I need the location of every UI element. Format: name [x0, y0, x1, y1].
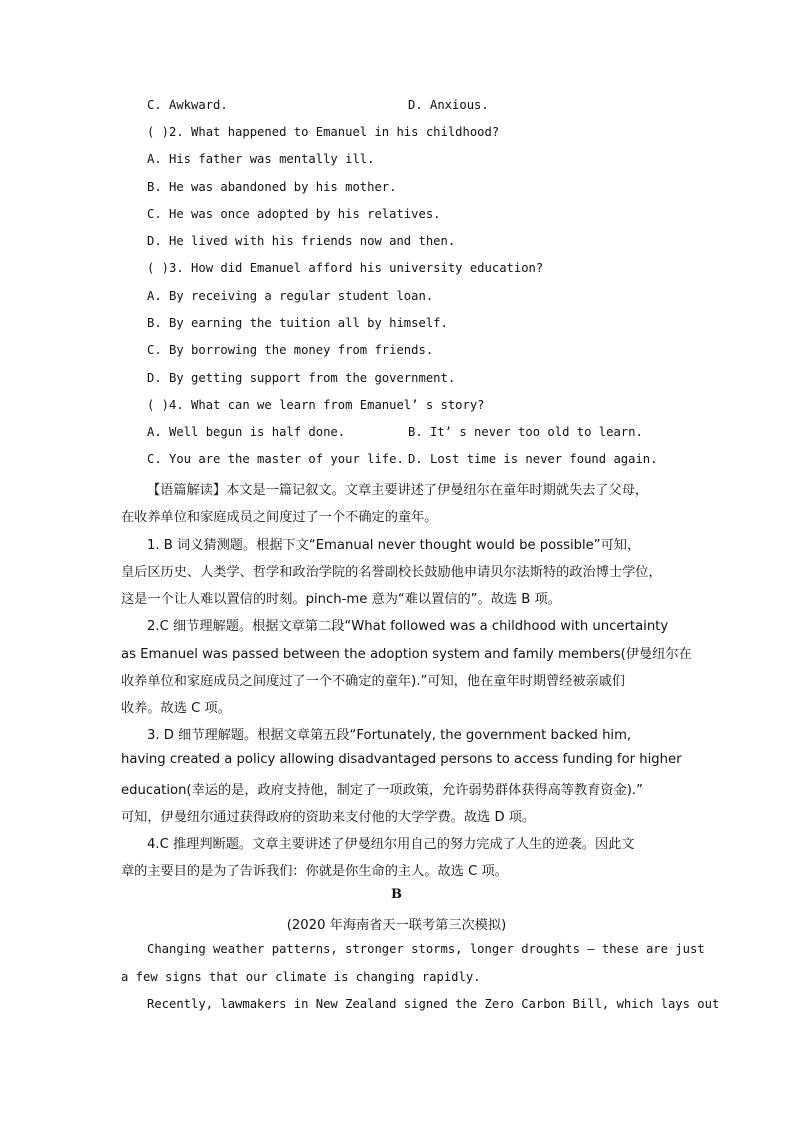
- text-line: ( )4. What can we learn from Emanuel’ s story?: [147, 398, 485, 412]
- text-line: C. You are the master of your life.: [147, 452, 404, 466]
- text-line: having created a policy allowing disadvantaged persons to access funding for higher: [121, 752, 682, 767]
- text-line: A. His father was mentally ill.: [147, 152, 375, 166]
- text-line: as Emanuel was passed between the adoption system and family members(伊曼纽尔在: [121, 647, 692, 662]
- text-line: B. By earning the tuition all by himself.: [147, 316, 448, 330]
- text-line: D. Anxious.: [408, 98, 489, 112]
- text-line: C. He was once adopted by his relatives.: [147, 207, 441, 221]
- text-line: 4.C 推理判断题。文章主要讲述了伊曼纽尔用自己的努力完成了人生的逆袭。因此文: [147, 837, 635, 852]
- text-line: 章的主要目的是为了告诉我们：你就是你生命的主人。故选 C 项。: [121, 864, 508, 879]
- text-line: (2020 年海南省天一联考第三次模拟): [286, 918, 507, 933]
- text-line: D. By getting support from the government.: [147, 371, 456, 385]
- text-line: a few signs that our climate is changing rapidly.: [121, 970, 481, 984]
- text-line: 2.C 细节理解题。根据文章第二段“What followed was a childhood with uncertainty: [147, 619, 669, 634]
- text-line: ( )2. What happened to Emanuel in his childhood?: [147, 125, 500, 139]
- text-line: 收养。故选 C 项。: [121, 701, 231, 716]
- text-line: B. He was abandoned by his mother.: [147, 180, 397, 194]
- text-line: 这是一个让人难以置信的时刻。pinch-me 意为“难以置信的”。故选 B 项。: [121, 592, 561, 607]
- text-line: Changing weather patterns, stronger storms, longer droughts — these are just: [147, 942, 705, 956]
- text-line: 【语篇解读】本文是一篇记叙文。文章主要讲述了伊曼纽尔在童年时期就失去了父母，: [147, 483, 649, 498]
- section-heading: B: [391, 887, 402, 902]
- text-line: Recently, lawmakers in New Zealand signed the Zero Carbon Bill, which lays out: [147, 997, 720, 1011]
- text-line: D. Lost time is never found again.: [408, 452, 658, 466]
- text-line: B. It’ s never too old to learn.: [408, 425, 643, 439]
- text-line: C. By borrowing the money from friends.: [147, 343, 434, 357]
- text-line: D. He lived with his friends now and then.: [147, 234, 456, 248]
- text-line: A. By receiving a regular student loan.: [147, 289, 434, 303]
- text-line: 1. B 词义猜测题。根据下文“Emanual never thought would be possible”可知，: [147, 538, 641, 553]
- text-line: education(幸运的是，政府支持他，制定了一项政策，允许弱势群体获得高等教育资金).”: [121, 783, 643, 798]
- text-line: 收养单位和家庭成员之间度过了一个不确定的童年).”可知，他在童年时期曾经被亲戚们: [121, 674, 626, 689]
- text-line: 在收养单位和家庭成员之间度过了一个不确定的童年。: [121, 510, 438, 525]
- text-line: A. Well begun is half done.: [147, 425, 346, 439]
- text-line: C. Awkward.: [147, 98, 228, 112]
- text-line: 皇后区历史、人类学、哲学和政治学院的名誉副校长鼓励他申请贝尔法斯特的政治博士学位，: [121, 565, 662, 580]
- text-line: 可知，伊曼纽尔通过获得政府的资助来支付他的大学学费。故选 D 项。: [121, 810, 536, 825]
- text-line: ( )3. How did Emanuel afford his university education?: [147, 261, 544, 275]
- text-line: 3. D 细节理解题。根据文章第五段“Fortunately, the government backed him,: [147, 728, 632, 743]
